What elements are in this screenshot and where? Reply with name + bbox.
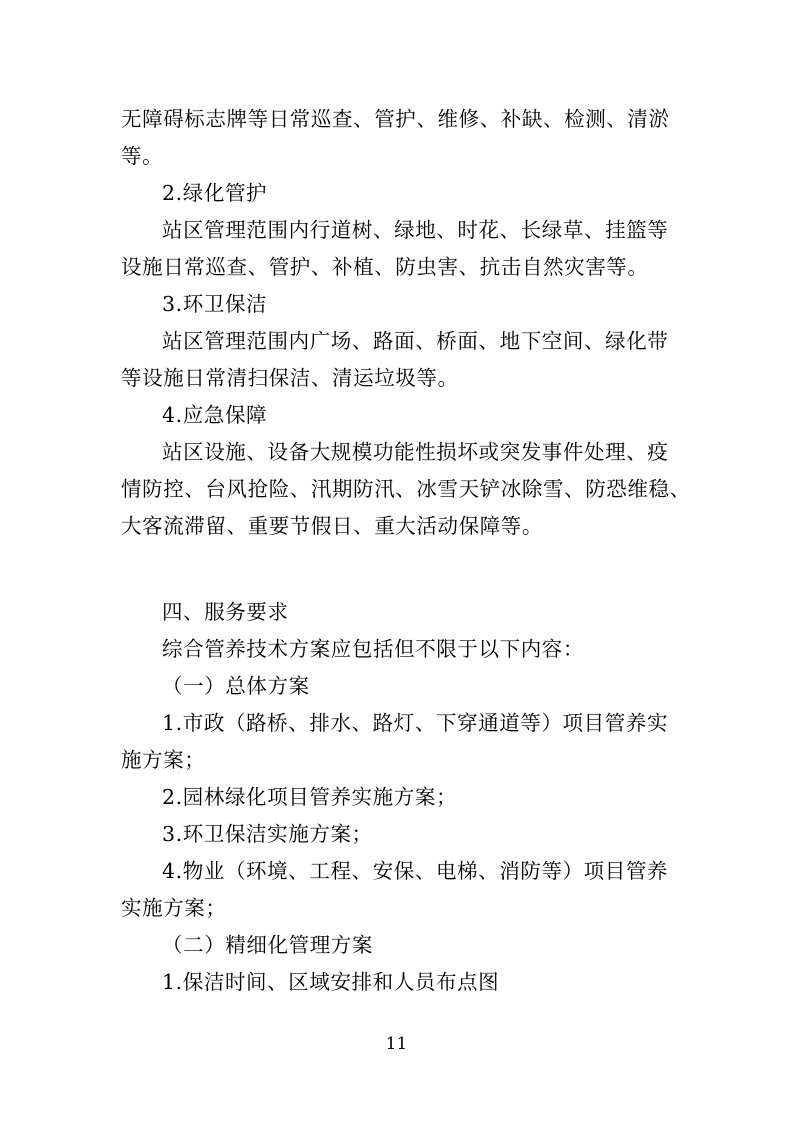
- paragraph-line: 无障碍标志牌等日常巡查、管护、维修、补缺、检测、清淤: [121, 107, 670, 131]
- section-heading: 2.绿化管护: [162, 181, 268, 205]
- section-heading: 四、服务要求: [162, 600, 289, 624]
- paragraph-line: 站区设施、设备大规模功能性损坏或突发事件处理、疫: [162, 440, 669, 464]
- paragraph-line: 大客流滞留、重要节假日、重大活动保障等。: [121, 514, 543, 538]
- paragraph-line: 设施日常巡查、管护、补植、防虫害、抗击自然灾害等。: [121, 255, 649, 279]
- subsection-heading: （二）精细化管理方案: [162, 933, 373, 957]
- list-item-continuation: 施方案；: [121, 748, 206, 772]
- section-heading: 3.环卫保洁: [162, 292, 268, 316]
- section-heading: 4.应急保障: [162, 403, 268, 427]
- paragraph-line: 情防控、台风抢险、汛期防汛、冰雪天铲冰除雪、防恐维稳、: [121, 477, 691, 501]
- list-item: 1.保洁时间、区域安排和人员布点图: [162, 970, 500, 994]
- list-item: 4.物业（环境、工程、安保、电梯、消防等）项目管养: [162, 859, 669, 883]
- paragraph-line: 等。: [121, 144, 164, 168]
- list-item: 1.市政（路桥、排水、路灯、下穿通道等）项目管养实: [162, 711, 669, 735]
- paragraph-line: 站区管理范围内行道树、绿地、时花、长绿草、挂篮等: [162, 218, 669, 242]
- paragraph-line: 综合管养技术方案应包括但不限于以下内容：: [162, 637, 584, 661]
- list-item: 3.环卫保洁实施方案；: [162, 822, 373, 846]
- list-item-continuation: 实施方案；: [121, 896, 227, 920]
- paragraph-line: 站区管理范围内广场、路面、桥面、地下空间、绿化带: [162, 329, 669, 353]
- subsection-heading: （一）总体方案: [162, 674, 310, 698]
- paragraph-line: 等设施日常清扫保洁、清运垃圾等。: [121, 366, 459, 390]
- page-number: 11: [385, 1034, 408, 1054]
- list-item: 2.园林绿化项目管养实施方案；: [162, 785, 458, 809]
